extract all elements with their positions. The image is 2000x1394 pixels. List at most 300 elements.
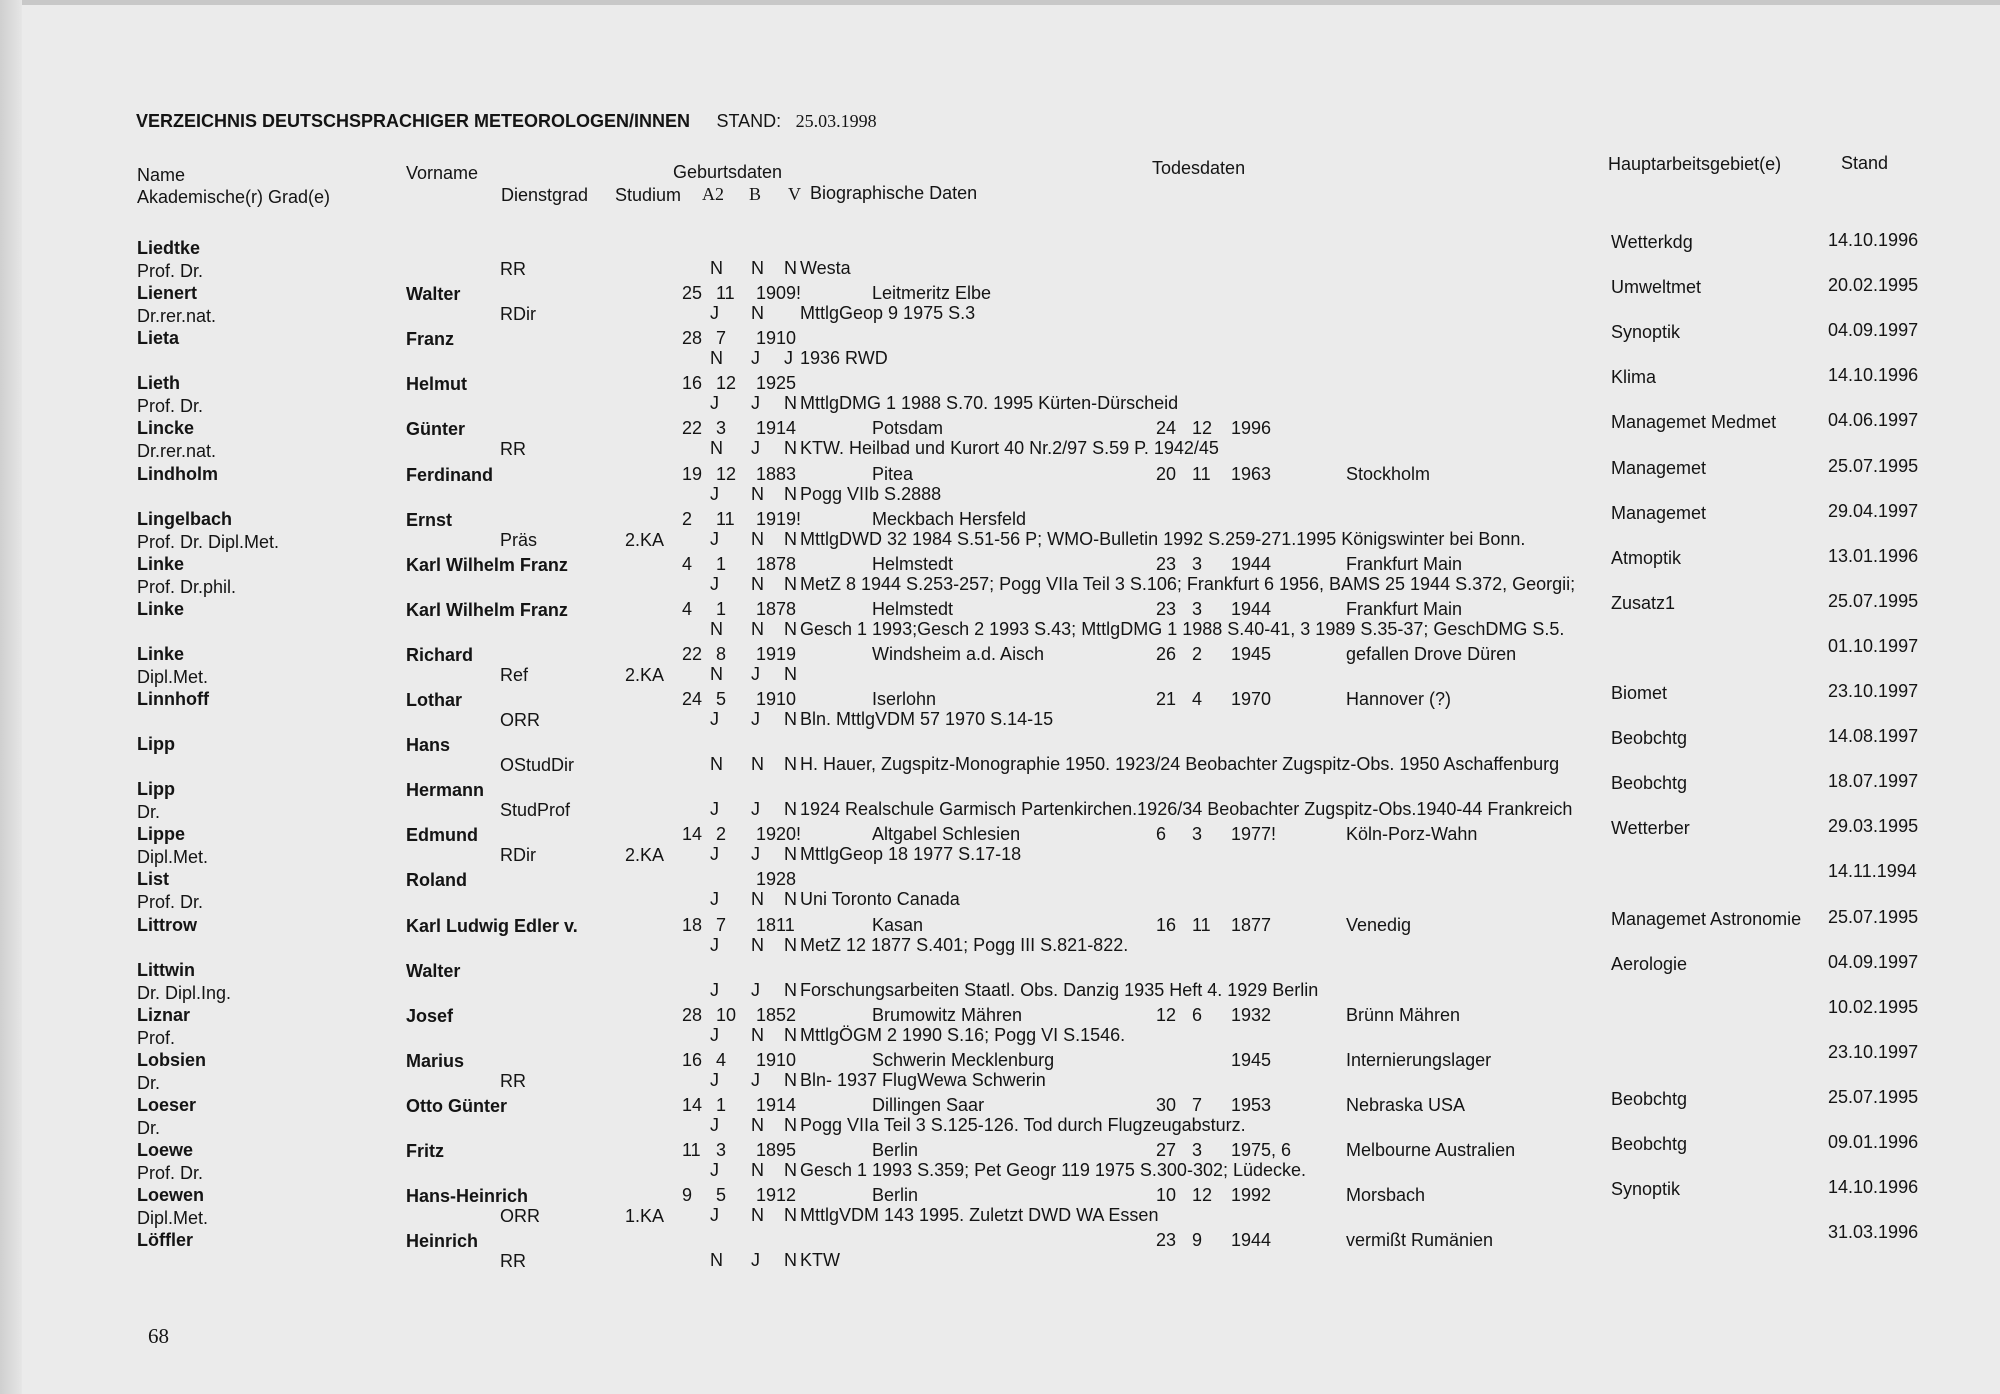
entry-v: J bbox=[784, 348, 793, 369]
entry-bio: Pogg VIIb S.2888 bbox=[800, 483, 942, 504]
entry-death-day: 23 bbox=[1156, 553, 1177, 574]
entry-dienstgrad: ORR bbox=[500, 1206, 540, 1227]
entry-dienstgrad: RR bbox=[500, 1251, 526, 1272]
entry-vorname: Roland bbox=[406, 870, 467, 891]
entry-birth-month: 12 bbox=[716, 373, 737, 394]
entry-name: Lobsien bbox=[137, 1049, 207, 1070]
entry-death-year: 1953 bbox=[1231, 1094, 1272, 1115]
entry-v: N bbox=[784, 889, 797, 910]
entry-dienstgrad: RDir bbox=[500, 304, 536, 325]
entry-b: J bbox=[751, 1250, 760, 1271]
entry-death-month: 11 bbox=[1192, 463, 1211, 484]
entry-stand: 29.03.1995 bbox=[1828, 816, 1919, 837]
entry-v: N bbox=[784, 573, 797, 594]
entry-grad: Dr. bbox=[137, 1072, 161, 1093]
page-number: 68 bbox=[148, 1324, 169, 1348]
entry-death-day: 6 bbox=[1156, 824, 1167, 845]
entry-birth-month: 2 bbox=[716, 824, 727, 845]
entry-a2: N bbox=[710, 348, 723, 369]
entry-v: N bbox=[784, 483, 797, 504]
entry-birth-year: 1909! bbox=[756, 283, 802, 304]
entry-birth-month: 10 bbox=[716, 1004, 737, 1025]
entry-name: Linke bbox=[137, 643, 185, 664]
entry-birth-year: 1919 bbox=[756, 643, 797, 664]
entry-stand: 25.07.1995 bbox=[1828, 590, 1919, 611]
entry-death-month: 7 bbox=[1192, 1094, 1203, 1115]
entry-birth-year: 1925 bbox=[756, 373, 797, 394]
entry-v: N bbox=[784, 979, 797, 1000]
entry-name: Loewe bbox=[137, 1140, 194, 1160]
entry-bio: MttlgVDM 143 1995. Zuletzt DWD WA Essen bbox=[800, 1205, 1159, 1226]
entry-stand: 23.10.1997 bbox=[1828, 681, 1919, 701]
entry-bio: Bln- 1937 FlugWewa Schwerin bbox=[800, 1069, 1046, 1090]
entry-b: J bbox=[751, 348, 760, 369]
entry-death-year: 1977! bbox=[1231, 824, 1277, 845]
entry-b: N bbox=[751, 934, 764, 955]
entry-b: N bbox=[751, 754, 764, 775]
entry-grad: Dr. Dipl.Ing. bbox=[137, 982, 232, 1003]
entry-death-place: Melbourne Australien bbox=[1346, 1140, 1516, 1160]
entry-row bbox=[0, 995, 2000, 1048]
entry-birth-year: 1928 bbox=[756, 869, 797, 890]
header-b: B bbox=[749, 184, 762, 204]
entry-row bbox=[0, 499, 2000, 552]
entry-bio: MetZ 12 1877 S.401; Pogg III S.821-822. bbox=[800, 934, 1129, 955]
entry-stand: 29.04.1997 bbox=[1828, 500, 1919, 521]
entry-bio: 1936 RWD bbox=[800, 348, 888, 369]
entry-birth-day: 16 bbox=[682, 1049, 703, 1070]
entry-bio: 1924 Realschule Garmisch Partenkirchen.1926/34 Beobachter Zugspitz-Obs.1940-44 Frankreich bbox=[800, 799, 1573, 820]
entry-death-year: 1945 bbox=[1231, 1049, 1272, 1070]
entry-birth-day: 4 bbox=[682, 598, 693, 619]
entry-birth-day: 28 bbox=[682, 1004, 703, 1025]
entry-birth-place: Windsheim a.d. Aisch bbox=[872, 643, 1045, 664]
entry-birth-place: Kasan bbox=[872, 914, 924, 935]
entry-stand: 14.08.1997 bbox=[1828, 726, 1919, 747]
entry-dienstgrad: StudProf bbox=[500, 800, 571, 821]
entry-v: N bbox=[784, 258, 797, 278]
entry-birth-day: 19 bbox=[682, 463, 703, 484]
entry-vorname: Franz bbox=[406, 329, 455, 350]
entry-v: N bbox=[784, 754, 797, 775]
entry-row bbox=[0, 905, 2000, 955]
entry-death-day: 20 bbox=[1156, 463, 1177, 484]
entry-bio: MttlgDMG 1 1988 S.70. 1995 Kürten-Dürscheid bbox=[800, 393, 1179, 414]
entry-birth-month: 1 bbox=[716, 598, 727, 619]
entry-row bbox=[0, 814, 2000, 868]
entry-haupt: Klima bbox=[1611, 367, 1657, 388]
entry-name: Loewen bbox=[137, 1185, 205, 1206]
entry-v: N bbox=[784, 709, 797, 729]
entry-stand: 25.07.1995 bbox=[1828, 906, 1919, 927]
entry-death-year: 1963 bbox=[1231, 463, 1272, 484]
entry-death-place: Brünn Mähren bbox=[1346, 1004, 1461, 1025]
entry-vorname: Lothar bbox=[406, 690, 462, 710]
entry-birth-month: 11 bbox=[716, 508, 735, 529]
entry-haupt: Umweltmet bbox=[1611, 277, 1702, 298]
entry-grad: Prof. Dr. bbox=[137, 1163, 204, 1183]
entry-death-year: 1975, 6 bbox=[1231, 1140, 1292, 1160]
entry-a2: J bbox=[710, 393, 719, 414]
entry-death-month: 3 bbox=[1192, 553, 1203, 574]
entry-birth-month: 12 bbox=[716, 463, 737, 484]
entry-bio: KTW bbox=[800, 1250, 840, 1271]
entry-birth-year: 1878 bbox=[756, 553, 797, 574]
entry-birth-year: 1914 bbox=[756, 1094, 797, 1115]
entry-studium: 1.KA bbox=[625, 1206, 665, 1227]
entry-b: J bbox=[751, 663, 760, 684]
entry-birth-day: 25 bbox=[682, 283, 703, 304]
entry-vorname: Edmund bbox=[406, 825, 478, 846]
entry-dienstgrad: ORR bbox=[500, 710, 540, 730]
entry-birth-year: 1811 bbox=[756, 914, 795, 935]
entry-death-place: Nebraska USA bbox=[1346, 1094, 1466, 1115]
entry-a2: J bbox=[710, 1069, 719, 1090]
entry-stand: 14.10.1996 bbox=[1828, 230, 1919, 250]
entry-haupt: Beobchtg bbox=[1611, 1134, 1688, 1154]
entry-vorname: Karl Wilhelm Franz bbox=[406, 554, 568, 575]
entry-a2: J bbox=[710, 1024, 719, 1045]
entry-death-month: 3 bbox=[1192, 824, 1203, 845]
entry-a2: N bbox=[710, 258, 723, 278]
entry-vorname: Günter bbox=[406, 419, 466, 440]
entry-row bbox=[0, 228, 2000, 281]
entry-birth-month: 5 bbox=[716, 1185, 727, 1206]
entry-a2: J bbox=[710, 1205, 719, 1226]
entry-v: N bbox=[784, 618, 797, 639]
entry-v: N bbox=[784, 844, 797, 865]
document-title: VERZEICHNIS DEUTSCHSPRACHIGER METEOROLOGEN/INNEN bbox=[136, 111, 691, 131]
entry-a2: N bbox=[710, 438, 723, 459]
entry-death-day: 24 bbox=[1156, 418, 1177, 439]
entry-grad: Prof. Dr. bbox=[137, 396, 204, 417]
entry-b: N bbox=[751, 258, 764, 278]
entry-v: N bbox=[784, 663, 797, 684]
entry-row bbox=[0, 589, 2000, 639]
entry-birth-year: 1912 bbox=[756, 1185, 797, 1206]
entry-grad: Prof. Dr. bbox=[137, 892, 204, 913]
entry-bio: Gesch 1 1993 S.359; Pet Geogr 119 1975 S.300-302; Lüdecke. bbox=[800, 1160, 1307, 1180]
entry-name: Lincke bbox=[137, 418, 195, 439]
entry-vorname: Richard bbox=[406, 644, 474, 665]
entry-bio: Gesch 1 1993;Gesch 2 1993 S.43; MttlgDMG 1 1988 S.40-41, 3 1989 S.35-37; GeschDMG S.5. bbox=[800, 618, 1565, 639]
header-studium: Studium bbox=[615, 185, 682, 205]
entry-bio: Forschungsarbeiten Staatl. Obs. Danzig 1935 Heft 4. 1929 Berlin bbox=[800, 979, 1319, 1000]
entry-birth-day: 28 bbox=[682, 328, 703, 349]
entry-v: N bbox=[784, 934, 797, 955]
entry-vorname: Walter bbox=[406, 960, 461, 981]
entry-grad: Dr. bbox=[137, 802, 161, 823]
entry-b: J bbox=[751, 393, 760, 414]
entry-haupt: Synoptik bbox=[1611, 1179, 1681, 1200]
entry-birth-place: Schwerin Mecklenburg bbox=[872, 1049, 1055, 1070]
entry-birth-year: 1852 bbox=[756, 1004, 797, 1025]
entry-row bbox=[0, 634, 2000, 687]
entry-bio: H. Hauer, Zugspitz-Monographie 1950. 1923/24 Beobachter Zugspitz-Obs. 1950 Aschaffenburg bbox=[800, 754, 1560, 775]
entry-grad: Dipl.Met. bbox=[137, 1208, 209, 1229]
entry-grad: Prof. Dr.phil. bbox=[137, 576, 237, 597]
entry-stand: 09.01.1996 bbox=[1828, 1132, 1919, 1152]
stand-date: 25.03.1998 bbox=[795, 111, 877, 131]
entry-vorname: Heinrich bbox=[406, 1231, 479, 1252]
entry-birth-place: Meckbach Hersfeld bbox=[872, 508, 1027, 529]
header-stand: Stand bbox=[1841, 153, 1889, 173]
entry-stand: 23.10.1997 bbox=[1828, 1041, 1919, 1062]
entry-v: N bbox=[784, 1160, 797, 1180]
entry-a2: N bbox=[710, 1250, 723, 1271]
entry-death-place: Hannover (?) bbox=[1346, 689, 1452, 709]
entry-haupt: Wetterber bbox=[1611, 818, 1690, 839]
entry-birth-place: Berlin bbox=[872, 1140, 919, 1160]
entry-v: N bbox=[784, 1114, 797, 1135]
entry-dienstgrad: OStudDir bbox=[500, 755, 575, 776]
entry-vorname: Ernst bbox=[406, 509, 453, 530]
entry-dienstgrad: RR bbox=[500, 1070, 526, 1091]
entry-a2: J bbox=[710, 483, 719, 504]
entry-birth-place: Altgabel Schlesien bbox=[872, 824, 1021, 845]
entry-birth-year: 1910 bbox=[756, 689, 797, 709]
entry-b: N bbox=[751, 618, 764, 639]
entry-stand: 01.10.1997 bbox=[1828, 635, 1919, 656]
entry-name: Lippe bbox=[137, 824, 185, 845]
header-name: Name bbox=[137, 165, 186, 185]
entry-row bbox=[0, 273, 2000, 327]
entry-bio: Bln. MttlgVDM 57 1970 S.14-15 bbox=[800, 709, 1054, 729]
stand-label: STAND: bbox=[716, 111, 782, 131]
entry-row bbox=[0, 408, 2000, 462]
entry-birth-place: Pitea bbox=[872, 463, 914, 484]
entry-a2: J bbox=[710, 573, 719, 594]
entry-death-day: 30 bbox=[1156, 1094, 1177, 1115]
entry-b: N bbox=[751, 528, 764, 549]
entry-name: Loeser bbox=[137, 1094, 197, 1115]
entry-death-place: Frankfurt Main bbox=[1346, 598, 1463, 619]
entry-row bbox=[0, 1220, 2000, 1272]
entry-death-day: 23 bbox=[1156, 1230, 1177, 1251]
entry-death-month: 11 bbox=[1192, 914, 1211, 935]
entry-haupt: Zusatz1 bbox=[1611, 592, 1676, 613]
entry-bio: Pogg VIIa Teil 3 S.125-126. Tod durch Flugzeugabsturz. bbox=[800, 1114, 1246, 1135]
entry-death-place: Venedig bbox=[1346, 914, 1412, 935]
entry-a2: J bbox=[710, 979, 719, 1000]
entry-v: N bbox=[784, 799, 797, 820]
entry-haupt: Managemet Astronomie bbox=[1611, 908, 1802, 929]
entry-row bbox=[0, 1175, 2000, 1229]
entry-haupt: Managemet Medmet bbox=[1611, 412, 1777, 433]
entry-row bbox=[0, 1085, 2000, 1138]
header-v: V bbox=[788, 184, 801, 204]
entry-birth-place: Helmstedt bbox=[872, 598, 954, 619]
entry-a2: J bbox=[710, 799, 719, 820]
entry-birth-year: 1910 bbox=[756, 1049, 797, 1070]
entry-dienstgrad: RR bbox=[500, 259, 526, 279]
entry-birth-place: Helmstedt bbox=[872, 553, 954, 574]
entry-birth-day: 2 bbox=[682, 508, 693, 529]
entry-birth-month: 7 bbox=[716, 328, 727, 349]
entry-b: N bbox=[751, 1160, 764, 1180]
entry-a2: J bbox=[710, 889, 719, 910]
entry-a2: J bbox=[710, 1114, 719, 1135]
entry-death-month: 6 bbox=[1192, 1004, 1203, 1025]
entry-b: N bbox=[751, 889, 764, 910]
entry-vorname: Ferdinand bbox=[406, 464, 494, 485]
entry-death-day: 23 bbox=[1156, 598, 1177, 619]
entry-a2: N bbox=[710, 663, 723, 684]
entry-death-year: 1944 bbox=[1231, 1230, 1272, 1251]
entry-a2: J bbox=[710, 1160, 719, 1180]
document-header bbox=[136, 111, 877, 132]
entry-death-month: 3 bbox=[1192, 598, 1203, 619]
entry-dienstgrad: RDir bbox=[500, 845, 536, 866]
entry-studium: 2.KA bbox=[625, 664, 665, 685]
entry-v: N bbox=[784, 528, 797, 549]
entry-v: N bbox=[784, 393, 797, 414]
entry-vorname: Josef bbox=[406, 1005, 454, 1026]
entry-death-year: 1945 bbox=[1231, 643, 1272, 664]
entry-birth-day: 11 bbox=[682, 1140, 701, 1160]
entry-dienstgrad: RR bbox=[500, 439, 526, 460]
entry-b: J bbox=[751, 709, 760, 729]
entry-a2: J bbox=[710, 528, 719, 549]
entry-name: Lindholm bbox=[137, 463, 218, 484]
entry-v: N bbox=[784, 1024, 797, 1045]
entry-b: N bbox=[751, 573, 764, 594]
entry-stand: 18.07.1997 bbox=[1828, 771, 1919, 792]
entry-v: N bbox=[784, 1069, 797, 1090]
entry-birth-year: 1883 bbox=[756, 463, 797, 484]
entry-vorname: Karl Wilhelm Franz bbox=[406, 599, 568, 620]
entry-name: Linke bbox=[137, 553, 185, 574]
entry-birth-day: 14 bbox=[682, 1094, 703, 1115]
entry-name: Liznar bbox=[137, 1004, 191, 1025]
entry-b: J bbox=[751, 799, 760, 820]
entry-death-place: vermißt Rumänien bbox=[1346, 1230, 1494, 1251]
entry-death-year: 1996 bbox=[1231, 418, 1272, 439]
entry-v: N bbox=[784, 1250, 797, 1271]
entry-row bbox=[0, 724, 2000, 776]
entry-name: Lieth bbox=[137, 373, 180, 394]
entry-bio: MttlgGeop 9 1975 S.3 bbox=[800, 303, 976, 324]
entry-name: List bbox=[137, 869, 170, 890]
entry-vorname: Helmut bbox=[406, 374, 468, 395]
entry-b: J bbox=[751, 1069, 760, 1090]
entry-birth-place: Brumowitz Mähren bbox=[872, 1004, 1023, 1025]
entry-grad: Dr.rer.nat. bbox=[137, 306, 217, 327]
entry-name: Lingelbach bbox=[137, 508, 233, 529]
entry-death-month: 3 bbox=[1192, 1140, 1203, 1160]
entry-birth-day: 14 bbox=[682, 824, 703, 845]
entry-birth-year: 1910 bbox=[756, 328, 797, 349]
entry-death-place: Köln-Porz-Wahn bbox=[1346, 824, 1478, 845]
entry-grad: Dr. bbox=[137, 1117, 161, 1138]
entry-death-year: 1932 bbox=[1231, 1004, 1272, 1025]
entry-bio: MetZ 8 1944 S.253-257; Pogg VIIa Teil 3 S.106; Frankfurt 6 1956, BAMS 25 1944 S.372, Georgii; bbox=[800, 573, 1576, 594]
entry-death-month: 9 bbox=[1192, 1230, 1203, 1251]
entry-a2: J bbox=[710, 934, 719, 955]
entry-name: Littwin bbox=[137, 959, 195, 980]
entry-haupt: Beobchtg bbox=[1611, 773, 1688, 794]
entry-b: N bbox=[751, 1114, 764, 1135]
entry-death-month: 4 bbox=[1192, 689, 1203, 709]
entry-death-day: 27 bbox=[1156, 1140, 1177, 1160]
entry-death-day: 21 bbox=[1156, 689, 1177, 709]
entry-dienstgrad: Ref bbox=[500, 664, 529, 685]
entry-row bbox=[0, 679, 2000, 730]
entry-haupt: Wetterkdg bbox=[1611, 232, 1693, 252]
entry-name: Linke bbox=[137, 598, 185, 619]
entry-dienstgrad: Präs bbox=[500, 529, 538, 550]
entry-stand: 10.02.1995 bbox=[1828, 996, 1919, 1017]
entry-grad: Prof. bbox=[137, 1027, 176, 1048]
entry-haupt: Managemet bbox=[1611, 502, 1707, 523]
entry-death-day: 12 bbox=[1156, 1004, 1177, 1025]
header-grad: Akademische(r) Grad(e) bbox=[137, 187, 331, 207]
entry-death-month: 12 bbox=[1192, 418, 1213, 439]
entry-bio: MttlgÖGM 2 1990 S.16; Pogg VI S.1546. bbox=[800, 1024, 1126, 1045]
entry-birth-year: 1919! bbox=[756, 508, 802, 529]
entry-death-day: 16 bbox=[1156, 914, 1177, 935]
entry-birth-day: 22 bbox=[682, 643, 703, 664]
entry-stand: 25.07.1995 bbox=[1828, 1086, 1919, 1107]
entry-birth-day: 18 bbox=[682, 914, 703, 935]
entry-stand: 31.03.1996 bbox=[1828, 1222, 1919, 1243]
entry-grad: Dipl.Met. bbox=[137, 847, 209, 868]
entry-b: N bbox=[751, 483, 764, 504]
entry-v: N bbox=[784, 438, 797, 459]
entry-stand: 04.09.1997 bbox=[1828, 320, 1919, 341]
entry-birth-year: 1920! bbox=[756, 824, 802, 845]
entry-name: Lipp bbox=[137, 734, 175, 755]
entry-studium: 2.KA bbox=[625, 845, 665, 866]
entry-birth-day: 4 bbox=[682, 553, 693, 574]
entry-vorname: Walter bbox=[406, 284, 461, 305]
entry-haupt: Atmoptik bbox=[1611, 547, 1682, 568]
entry-stand: 25.07.1995 bbox=[1828, 455, 1919, 476]
entry-bio: MttlgGeop 18 1977 S.17-18 bbox=[800, 844, 1022, 865]
entry-bio: Westa bbox=[800, 258, 851, 278]
entry-grad: Prof. Dr. Dipl.Met. bbox=[137, 531, 280, 552]
entry-vorname: Hermann bbox=[406, 780, 485, 801]
header-dienstgrad: Dienstgrad bbox=[501, 185, 589, 205]
entry-vorname: Otto Günter bbox=[406, 1095, 507, 1116]
entry-v: N bbox=[784, 1205, 797, 1226]
entry-vorname: Marius bbox=[406, 1050, 465, 1071]
entry-death-place: Morsbach bbox=[1346, 1185, 1426, 1206]
entry-birth-year: 1895 bbox=[756, 1140, 797, 1160]
entry-death-day: 26 bbox=[1156, 643, 1177, 664]
entry-a2: N bbox=[710, 618, 723, 639]
entry-birth-year: 1878 bbox=[756, 598, 797, 619]
entry-birth-month: 8 bbox=[716, 643, 727, 664]
entry-birth-day: 22 bbox=[682, 418, 703, 439]
entry-row bbox=[0, 1130, 2000, 1183]
entry-haupt: Aerologie bbox=[1611, 953, 1688, 974]
entry-birth-month: 7 bbox=[716, 914, 727, 935]
entry-birth-month: 5 bbox=[716, 689, 727, 709]
entry-name: Löffler bbox=[137, 1230, 193, 1251]
entry-name: Linnhoff bbox=[137, 689, 209, 709]
entry-vorname: Karl Ludwig Edler v. bbox=[406, 915, 578, 936]
entry-vorname: Hans bbox=[406, 735, 451, 756]
entry-birth-month: 3 bbox=[716, 1140, 727, 1160]
page-edge bbox=[0, 0, 2000, 5]
entry-death-year: 1992 bbox=[1231, 1185, 1272, 1206]
entry-stand: 20.02.1995 bbox=[1828, 275, 1919, 296]
entry-stand: 14.11.1994 bbox=[1828, 861, 1917, 882]
entry-row bbox=[0, 950, 2000, 1003]
entry-bio: MttlgDWD 32 1984 S.51-56 P; WMO-Bulletin 1992 S.259-271.1995 Königswinter bei Bonn. bbox=[800, 528, 1526, 549]
entry-row bbox=[0, 363, 2000, 417]
